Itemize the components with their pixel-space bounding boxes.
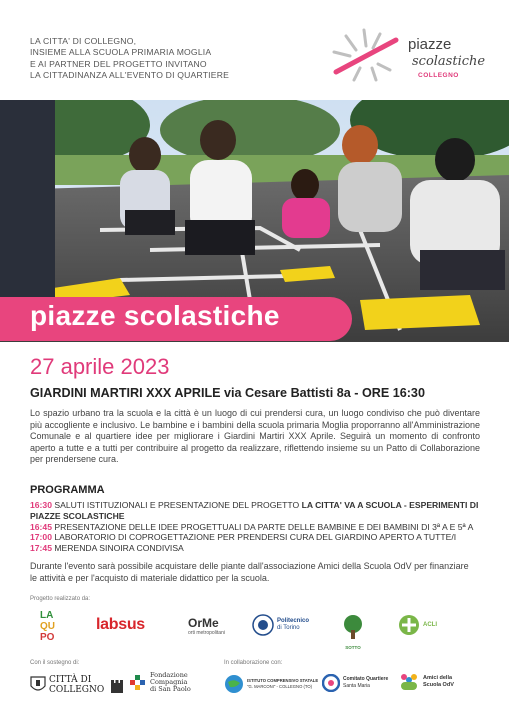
amici-line: Scuola OdV — [423, 682, 454, 688]
citta-di-collegno-logo — [30, 675, 124, 695]
collab-label: In collaborazione con: — [224, 660, 283, 666]
program-text: PRESENTAZIONE DELLE IDEE PROGETTUALI DA PARTE DELLE BAMBINE E DEI BAMBINI DI 3ª A E 5ª A — [54, 521, 474, 532]
logo-word-collegno: COLLEGNO — [418, 72, 459, 79]
intro-line: INSIEME ALLA SCUOLA PRIMARIA MOGLIA — [30, 47, 212, 58]
program-text: SALUTI ISTITUZIONALI E PRESENTAZIONE DEL PROGETTO — [54, 500, 302, 510]
sotto-title: SOTTO — [345, 645, 361, 650]
globe-icon — [224, 674, 244, 694]
program-text: LABORATORIO DI COPROGETTAZIONE PER PRENDERSI CURA DEL GIARDINO APERTO A TUTTE/I — [54, 532, 457, 543]
comitato-ring-icon — [322, 674, 340, 692]
fondazione-line: Compagnia — [150, 678, 188, 686]
amici-line: Amici della — [423, 675, 453, 681]
intro-line: LA CITTA' DI COLLEGNO, — [30, 36, 137, 46]
banner-title: piazze scolastiche — [30, 300, 280, 331]
istituto-line: ISTITUTO COMPRENSIVO STATALE — [247, 678, 319, 683]
istituto-line: "G. MARCONI" - COLLEGNO (TO) — [247, 684, 313, 689]
lapupa-line: LA — [40, 610, 54, 621]
program-time: 17:00 — [30, 532, 52, 543]
acli-logo — [398, 614, 437, 636]
event-venue: GIARDINI MARTIRI XXX APRILE via Cesare Battisti 8a - ORE 16:30 — [30, 386, 425, 400]
program-text: MERENDA SINOIRA CONDIVISA — [54, 543, 184, 554]
logo-word-scolastiche: scolastiche — [412, 54, 486, 69]
polito-line: di Torino — [277, 625, 300, 631]
orme-title: OrMe — [188, 616, 219, 630]
comitato-line: Comitato Quartiere — [343, 676, 389, 682]
fondazione-logo — [130, 672, 191, 693]
program-list — [30, 500, 485, 554]
program-time: 16:45 — [30, 521, 52, 532]
intro-text — [30, 36, 270, 82]
orme-logo — [188, 616, 225, 636]
comitato-line: Santa Maria — [343, 683, 370, 689]
lapupa-line: QU — [40, 621, 55, 632]
fondazione-mark-icon — [130, 675, 146, 691]
logo-word-piazze: piazze — [408, 36, 452, 53]
fondazione-line: Fondazione — [150, 671, 188, 679]
acli-cross-icon — [398, 614, 420, 636]
acli-title: ACLI — [423, 621, 437, 628]
event-date: 27 aprile 2023 — [30, 354, 170, 379]
program-item — [30, 522, 485, 533]
politecnico-seal-icon — [252, 614, 274, 636]
star-burst-icon — [328, 26, 406, 86]
lapupa-line: PO — [40, 632, 55, 643]
castle-icon — [110, 677, 124, 693]
support-label: Con il sostegno di: — [30, 660, 80, 666]
program-title: PROGRAMMA — [30, 484, 105, 496]
program-time: 17:45 — [30, 543, 52, 554]
labsus-logo: labsus — [96, 616, 145, 633]
program-item — [30, 500, 485, 522]
program-item — [30, 532, 485, 543]
sotto-logo — [338, 614, 368, 650]
polito-line: Politecnico — [277, 618, 310, 624]
fondazione-line: di San Paolo — [150, 685, 191, 693]
istituto-marconi-logo — [224, 674, 318, 694]
program-item — [30, 543, 485, 554]
piazze-scolastiche-logo — [328, 26, 486, 86]
politecnico-logo — [252, 614, 309, 636]
people-icon — [398, 672, 420, 692]
intro-line: E AI PARTNER DEL PROGETTO INVITANO — [30, 58, 207, 69]
intro-line: LA CITTADINANZA ALL'EVENTO DI QUARTIERE — [30, 70, 230, 81]
amici-della-scuola-logo — [398, 672, 454, 692]
comitato-quartiere-logo — [322, 674, 388, 692]
city-crest-icon — [30, 676, 46, 694]
program-time: 16:30 — [30, 500, 52, 510]
collegno-title: CITTÀ DI COLLEGNO — [49, 675, 105, 695]
partners-label: Progetto realizzato da: — [30, 596, 91, 602]
tree-icon — [338, 614, 368, 640]
event-description: Lo spazio urbano tra la scuola e la città è un luogo di cui prendersi cura, un luogo condiviso che può diventare più accogliente e inclusivo. Le bambine e i bambini della scuola primaria Moglia proporranno all'Amministrazione Comunale e al quartiere idee per migliorare i Giardini Martiri XXX Aprile. Seguirà un momento di confronto aperto a tutte e a tutti per contribuire al progetto da realizzare, riflettendo insieme su un Patto di Collaborazione per prendersene cura. — [30, 408, 480, 464]
program-project-name: LA CITTA' VA A SCUOLA - ESPERIMENTI DI PIAZZE SCOLASTICHE — [30, 500, 479, 521]
closing-note: Durante l'evento sarà possibile acquistare delle piante dall'associazione Amici della Scuola OdV per finanziare le attività e per l'acquisto di materiale didattico per la scuola. — [30, 561, 469, 583]
la-qu-po-logo — [40, 610, 70, 652]
orme-subtitle: orti metropolitani — [188, 630, 225, 636]
